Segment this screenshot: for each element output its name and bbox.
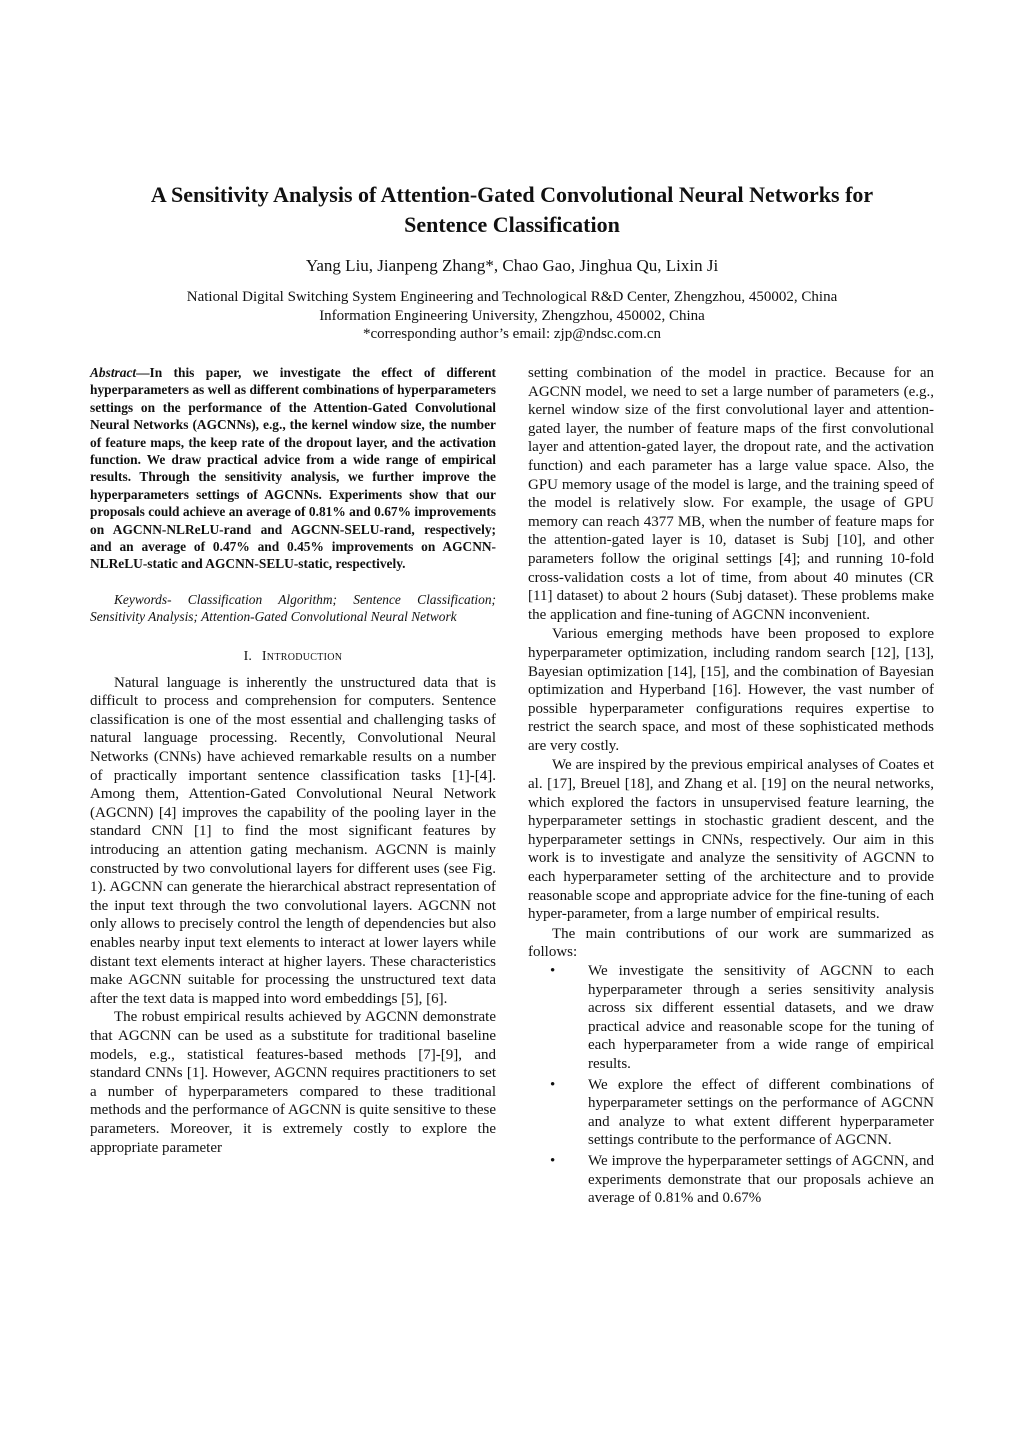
intro-paragraph-1: Natural language is inherently the unstructured data that is difficult to process and comprehension for computers. Sentence classification is one of the most essential and challenging tasks of natural language processing. Recently, Convolutional Neural Networks (CNNs) have achieved remarkable results on a number of practically important sentence classification tasks [1]-[4]. Among them, Attention-Gated Convolutional Neural Network (AGCNN) [4] improves the capability of the pooling layer in the standard CNN [1] to find the most significant features by introducing an attention gating mechanism. AGCNN is mainly constructed by two convolutional layers for different uses (see Fig. 1). AGCNN can generate the hierarchical abstract representation of the input text through the two convolutional layers. AGCNN not only allows to precisely control the length of dependencies but also enables nearby input text elements to interact at lower layers while distant text elements interact at higher layers. These characteristics make AGCNN suitable for processing the unstructured text data after the text data is mapped into word embeddings [5], [6]. xyxy=(90,674,496,1007)
abstract-label: Abstract xyxy=(90,365,137,380)
affiliation-2: Information Engineering University, Zhengzhou, 450002, China xyxy=(319,307,705,324)
intro-paragraph-5: We are inspired by the previous empirical analyses of Coates et al. [17], Breuel [18], and Zhang et al. [19] on the neural networks, which explored the factors in unsupervised feature learning, the hyperparameter settings in stochastic gradient descent, and the hyperparameter settings in CNNs, respectively. Our aim in this work is to investigate and analyze the sensitivity of AGCNN to each hyperparameter setting of the architecture and to provide reasonable scope and appropriate advice for the fine-tuning of each hyper-parameter, from a large number of empirical results. xyxy=(528,757,934,923)
intro-paragraph-3: setting combination of the model in practice. Because for an AGCNN model, we need to set a large number of parameters (e.g., kernel window size of the first convolutional layer and attention-gated layer, the number of feature maps of the first convolutional layer and attention-gated layer, the dropout rate, and the activation function) and each parameter has a large value space. Also, the GPU memory usage of the model is large, and the training speed of the model is relatively slow. For example, the usage of GPU memory can reach 4377 MB, when the number of feature maps for the attention-gated layer is 10, dataset is Subj [10], and other parameters follow the original settings [4]; and running 10-fold cross-validation costs a lot of time, from about 40 minutes (CR [11] dataset) to about 2 hours (Subj dataset). These problems make the application and fine-tuning of AGCNN inconvenient. xyxy=(528,365,934,623)
intro-paragraph-6: The main contributions of our work are summarized as follows: xyxy=(528,925,934,961)
list-item-text: We explore the effect of different combinations of hyperparameter settings on the performance of AGCNN and analyze to what extent different hyperparameter settings contribute to the performance of AGCNN. xyxy=(588,1076,934,1149)
bullet-icon: • xyxy=(550,1076,556,1093)
right-column xyxy=(528,364,934,1210)
author-list: Yang Liu, Jianpeng Zhang*, Chao Gao, Jinghua Qu, Lixin Ji xyxy=(305,256,719,275)
list-item xyxy=(528,1076,934,1150)
title-line-1: A Sensitivity Analysis of Attention-Gated Convolutional Neural Networks for xyxy=(150,182,874,207)
intro-paragraph-4: Various emerging methods have been proposed to explore hyperparameter optimization, including random search [12], [13], Bayesian optimization [14], [15], and the combination of Bayesian optimization and Hyperband [16]. However, the vast number of possible hyperparameter configurations requires expertise to restrict the search space, and most of these sophisticated methods are very costly. xyxy=(528,626,934,754)
list-item xyxy=(528,1152,934,1208)
bullet-icon: • xyxy=(550,963,556,979)
contributions-list xyxy=(528,962,934,1208)
abstract-text: In this paper, we investigate the effect of different hyperparameters as well as different combinations of hyperparameters settings on the performance of the Attention-Gated Convolutional Neural Networks (AGCNNs), e.g., the kernel window size, the number of feature maps, the keep rate of the dropout layer, and the activation function. We draw practical advice from a wide range of empirical results. Through the sensitivity analysis, we further improve the hyperparameters settings of AGCNNs. Experiments show that our proposals could achieve an average of 0.81% and 0.67% improvements on AGCNN-NLReLU-rand and AGCNN-SELU-rand, respectively; and an average of 0.47% and 0.45% improvements on AGCNN-NLReLU-static and AGCNN-SELU-static, respectively. xyxy=(90,365,496,572)
abstract-dash: — xyxy=(136,365,150,380)
bullet-icon: • xyxy=(550,1152,556,1169)
section-title: Introduction xyxy=(261,648,343,664)
section-heading-introduction xyxy=(90,648,496,666)
keywords: Keywords- Classification Algorithm; Sentence Classification; Sensitivity Analysis; Attention-Gated Convolutional Neural Network xyxy=(90,591,496,625)
intro-paragraph-2: The robust empirical results achieved by AGCNN demonstrate that AGCNN can be used as a substitute for traditional baseline models, e.g., statistical features-based methods [7]-[9], and standard CNNs [1]. However, AGCNN requires practitioners to set a number of hyperparameters compared to these traditional methods and the performance of AGCNN is quite sensitive to these parameters. Moreover, it is extremely costly to explore the appropriate parameter xyxy=(90,1009,496,1156)
title-line-2: Sentence Classification xyxy=(404,212,620,237)
corresponding-email: *corresponding author’s email: zjp@ndsc.com.cn xyxy=(362,326,662,343)
section-number: I. xyxy=(243,648,252,664)
paper-title xyxy=(90,180,934,240)
list-item-text: We investigate the sensitivity of AGCNN to each hyperparameter through a series sensitivity analysis across six different essential datasets, and we draw practical advice and reasonable scope for the tuning of each hyperparameter from a wide range of empirical results. xyxy=(588,963,934,1072)
affiliation-1: National Digital Switching System Engineering and Technological R&D Center, Zhengzhou, 450002, China xyxy=(186,289,838,305)
list-item-text: We improve the hyperparameter settings of AGCNN, and experiments demonstrate that our proposals achieve an average of 0.81% and 0.67% xyxy=(588,1152,934,1207)
affiliations xyxy=(90,288,934,344)
abstract xyxy=(90,364,496,573)
left-column xyxy=(90,364,496,1157)
list-item xyxy=(528,962,934,1074)
